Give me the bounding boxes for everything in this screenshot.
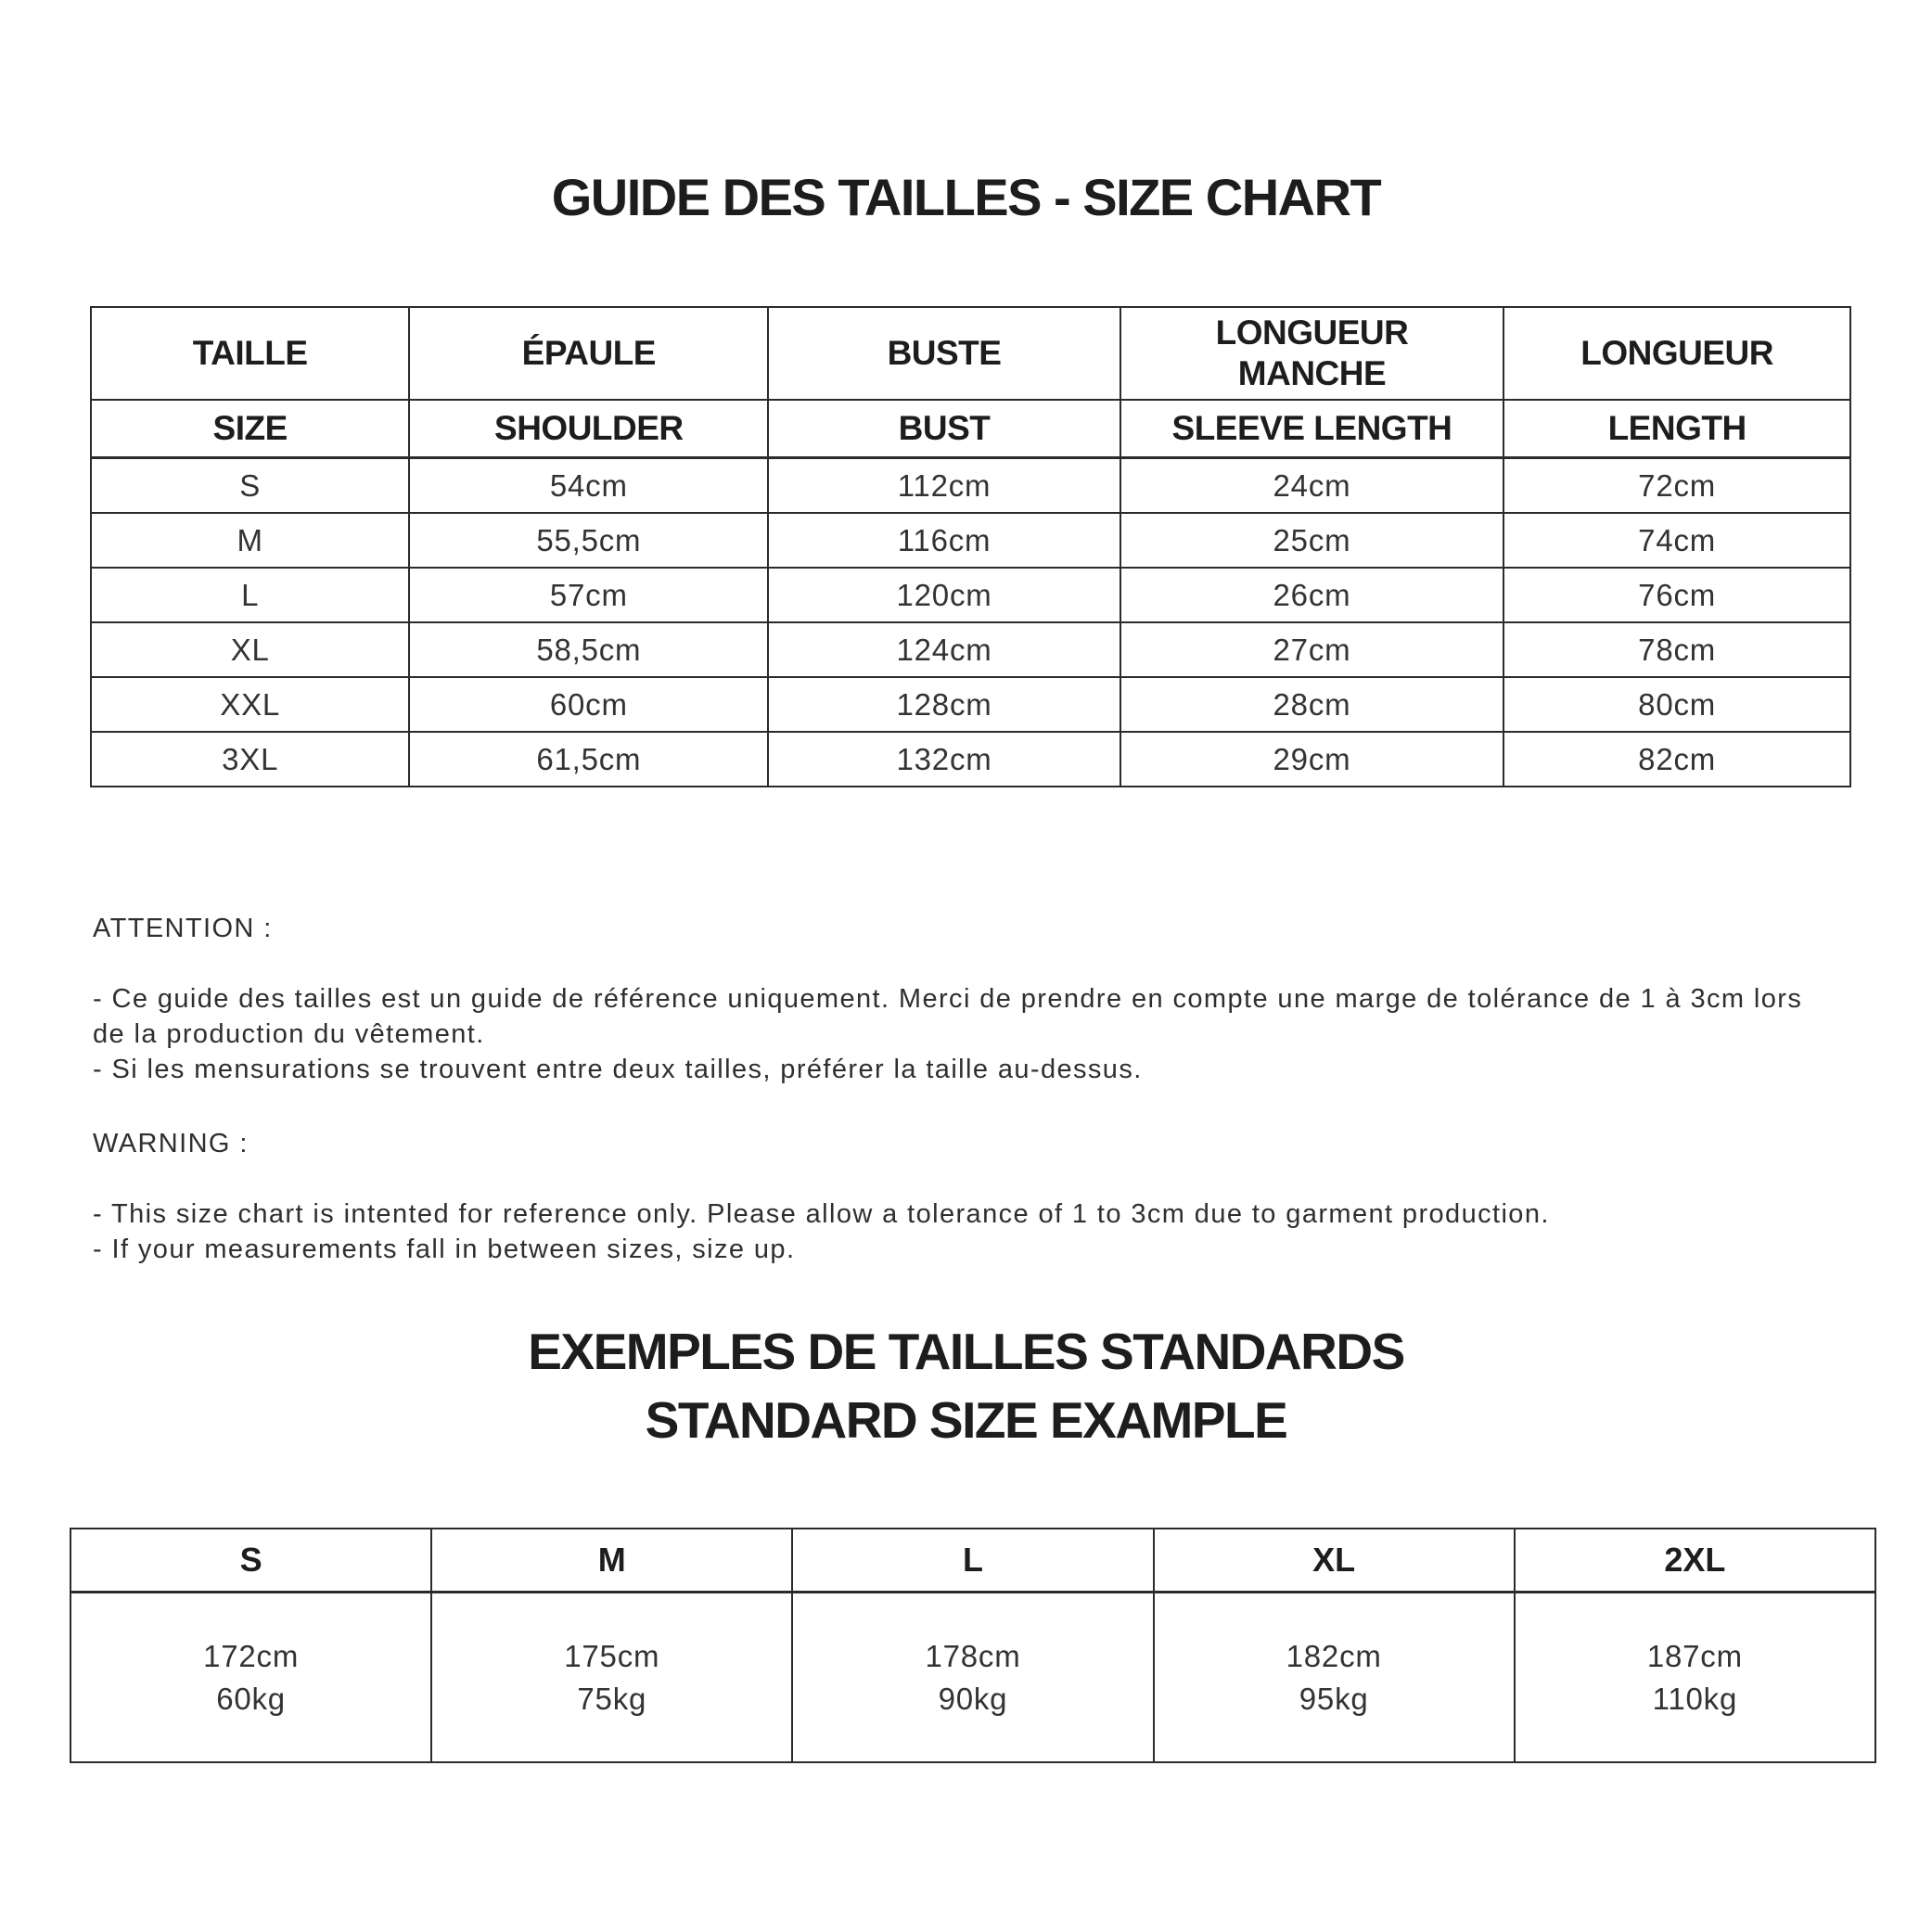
size-cell-value: 29cm — [1120, 732, 1504, 787]
size-table-row — [91, 568, 1850, 622]
size-cell-value: 124cm — [768, 622, 1120, 677]
size-cell-value: 55,5cm — [409, 513, 768, 568]
example-height: 178cm — [925, 1638, 1021, 1673]
example-table-cell — [1154, 1593, 1515, 1763]
example-table-data-row — [70, 1593, 1875, 1763]
standard-size-example-table — [70, 1528, 1876, 1763]
size-cell-value: 57cm — [409, 568, 768, 622]
examples-title-en: STANDARD SIZE EXAMPLE — [645, 1391, 1287, 1449]
attention-item: - Ce guide des tailles est un guide de référence uniquement. Merci de prendre en compte une marge de tolérance de 1 à 3cm lors de la production du vêtement. — [93, 984, 1803, 1049]
size-cell-value: 24cm — [1120, 458, 1504, 514]
size-cell-label: L — [91, 568, 409, 622]
size-table-header-en-1: SHOULDER — [409, 400, 768, 458]
size-cell-value: 78cm — [1503, 622, 1850, 677]
size-cell-label: S — [91, 458, 409, 514]
size-cell-label: XXL — [91, 677, 409, 732]
size-table-header-fr-0 — [91, 307, 409, 400]
size-cell-value: 61,5cm — [409, 732, 768, 787]
size-table-header-fr-3 — [1120, 307, 1504, 400]
size-table-row — [91, 513, 1850, 568]
example-weight: 75kg — [577, 1681, 647, 1716]
notes-section — [93, 911, 1827, 1267]
size-cell-value: 27cm — [1120, 622, 1504, 677]
attention-label: ATTENTION : — [93, 914, 273, 943]
size-table-header-fr-label: LONGUEUR MANCHE — [1215, 313, 1409, 392]
size-cell-value: 80cm — [1503, 677, 1850, 732]
attention-items — [93, 981, 1827, 1087]
size-table-row — [91, 732, 1850, 787]
size-cell-value: 58,5cm — [409, 622, 768, 677]
size-table-header-en-0: SIZE — [91, 400, 409, 458]
size-table-header-en-3: SLEEVE LENGTH — [1120, 400, 1504, 458]
example-weight: 90kg — [938, 1681, 1008, 1716]
example-height: 187cm — [1646, 1638, 1743, 1673]
warning-label: WARNING : — [93, 1129, 249, 1158]
examples-title-fr: EXEMPLES DE TAILLES STANDARDS — [528, 1323, 1404, 1380]
size-cell-value: 54cm — [409, 458, 768, 514]
size-table-header-fr-1 — [409, 307, 768, 400]
size-table-header-fr-2 — [768, 307, 1120, 400]
warning-items — [93, 1196, 1827, 1267]
size-table-header-fr-4 — [1503, 307, 1850, 400]
example-table-cell — [1515, 1593, 1875, 1763]
example-height: 182cm — [1286, 1638, 1382, 1673]
examples-title — [0, 1317, 1932, 1454]
size-cell-label: 3XL — [91, 732, 409, 787]
size-cell-value: 76cm — [1503, 568, 1850, 622]
example-table-cell — [70, 1593, 431, 1763]
example-table-header-M: M — [431, 1529, 792, 1593]
size-table-header-row-en — [91, 400, 1850, 458]
size-table-header-fr-label: BUSTE — [887, 334, 1002, 373]
size-table-header-en-2: BUST — [768, 400, 1120, 458]
size-cell-value: 72cm — [1503, 458, 1850, 514]
size-cell-label: M — [91, 513, 409, 568]
size-cell-value: 28cm — [1120, 677, 1504, 732]
example-height: 175cm — [564, 1638, 660, 1673]
size-cell-value: 112cm — [768, 458, 1120, 514]
warning-item: - If your measurements fall in between sizes, size up. — [93, 1235, 796, 1264]
example-table-header-XL: XL — [1154, 1529, 1515, 1593]
size-table-row — [91, 458, 1850, 514]
example-weight: 95kg — [1299, 1681, 1369, 1716]
example-table-header-L: L — [792, 1529, 1153, 1593]
attention-item: - Si les mensurations se trouvent entre deux tailles, préférer la taille au-dessus. — [93, 1055, 1143, 1084]
size-cell-value: 26cm — [1120, 568, 1504, 622]
size-cell-value: 25cm — [1120, 513, 1504, 568]
size-cell-value: 120cm — [768, 568, 1120, 622]
size-cell-value: 60cm — [409, 677, 768, 732]
example-table-header-row — [70, 1529, 1875, 1593]
example-table-cell — [431, 1593, 792, 1763]
example-weight: 110kg — [1652, 1681, 1738, 1716]
size-cell-value: 128cm — [768, 677, 1120, 732]
size-cell-value: 82cm — [1503, 732, 1850, 787]
size-cell-value: 116cm — [768, 513, 1120, 568]
size-cell-value: 132cm — [768, 732, 1120, 787]
size-cell-value: 74cm — [1503, 513, 1850, 568]
size-table-header-fr-label: TAILLE — [192, 334, 308, 373]
size-cell-label: XL — [91, 622, 409, 677]
page-title: GUIDE DES TAILLES - SIZE CHART — [551, 168, 1381, 226]
size-table-header-row-fr — [91, 307, 1850, 400]
size-chart-table — [90, 306, 1851, 787]
size-table-header-en-4: LENGTH — [1503, 400, 1850, 458]
example-table-header-S: S — [70, 1529, 431, 1593]
size-table-row — [91, 622, 1850, 677]
size-table-header-fr-label: LONGUEUR — [1580, 334, 1773, 373]
warning-item: - This size chart is intented for reference only. Please allow a tolerance of 1 to 3cm due to garment production. — [93, 1199, 1550, 1229]
example-height: 172cm — [203, 1638, 300, 1673]
size-table-header-fr-label: ÉPAULE — [521, 334, 656, 373]
size-table-row — [91, 677, 1850, 732]
example-table-cell — [792, 1593, 1153, 1763]
example-weight: 60kg — [216, 1681, 286, 1716]
example-table-header-2XL: 2XL — [1515, 1529, 1875, 1593]
